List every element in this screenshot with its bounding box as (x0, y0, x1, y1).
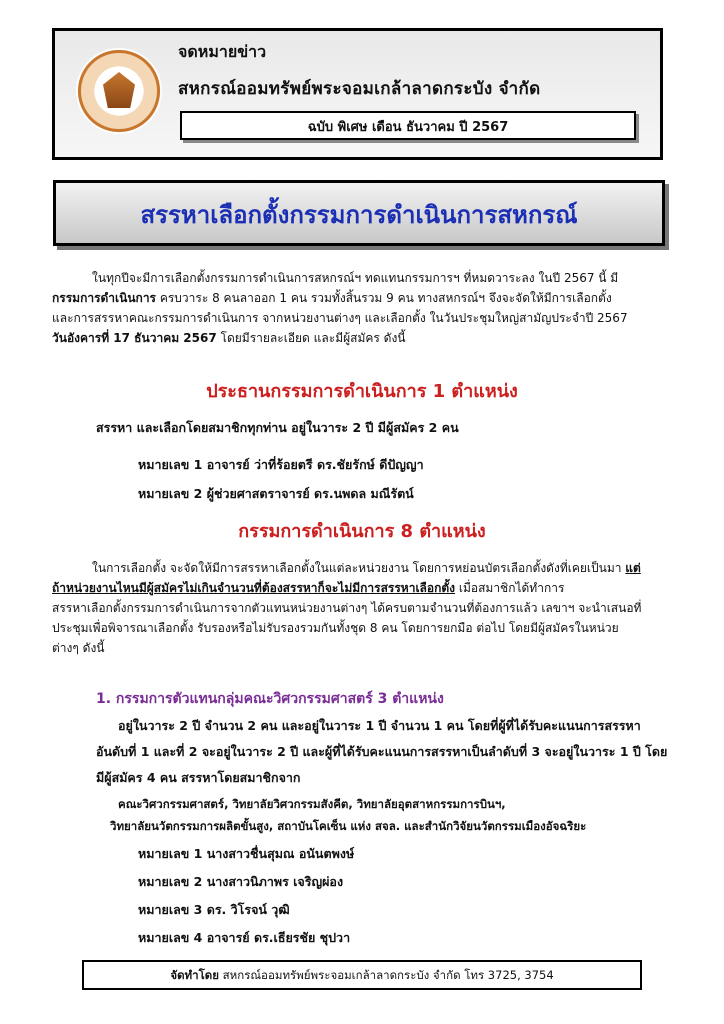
committee-line-3: สรรหาเลือกตั้งกรรมการดำเนินการจากตัวแทนหน่วยงานต่างๆ ได้ครบตามจำนวนที่ต้องการแล้ว เลขาฯ จะนำเสนอที่ (52, 601, 642, 615)
section-heading-committee: กรรมการดำเนินการ 8 ตำแหน่ง (238, 521, 486, 542)
group1-units-2: วิทยาลัยนวัตกรรมการผลิตขั้นสูง, สถาบันโคเซ็น แห่ง สจล. และสำนักวิจัยนวัตกรรมเมืองอัจฉริยะ (110, 819, 587, 833)
group1-desc-2: อันดับที่ 1 และที่ 2 จะอยู่ในวาระ 2 ปี และผู้ที่ได้รับคะแนนการสรรหาเป็นลำดับที่ 3 จะอยู่ในวาระ 1 ปี โดย (96, 744, 668, 759)
committee-line-5: ต่างๆ ดังนี้ (52, 641, 105, 655)
group1-candidate-4: หมายเลข 4 อาจารย์ ดร.เธียรชัย ชุปวา (138, 930, 351, 945)
group1-desc-3: มีผู้สมัคร 4 คน สรรหาโดยสมาชิกจาก (96, 770, 301, 785)
intro-line-3: และการสรรหาคณะกรรมการดำเนินการ จากหน่วยงานต่างๆ และเลือกตั้ง ในวันประชุมใหญ่สามัญประจำปี 2567 (52, 311, 628, 325)
committee-line-2: เมื่อสมาชิกได้ทำการ (455, 581, 565, 595)
intro-line-4: โดยมีรายละเอียด และมีผู้สมัคร ดังนี้ (216, 331, 406, 345)
committee-rule-emphasis: ถ้าหน่วยงานไหนมีผู้สมัครไม่เกินจำนวนที่ต้องสรรหาก็จะไม่มีการสรรหาเลือกตั้ง (52, 581, 456, 595)
section-heading-chairman: ประธานกรรมการดำเนินการ 1 ตำแหน่ง (206, 381, 518, 402)
organization-name: สหกรณ์ออมทรัพย์พระจอมเกล้าลาดกระบัง จำกัด (178, 79, 541, 99)
committee-line-4: ประชุมเพื่อพิจารณาเลือกตั้ง รับรองหรือไม่รับรองรวมกันทั้งชุด 8 คน โดยการยกมือ ต่อไป โดยมีผู้สมัครในหน่วย (52, 621, 619, 635)
intro-line-2: ครบวาระ 8 คนลาออก 1 คน รวมทั้งสิ้นรวม 9 คน ทางสหกรณ์ฯ จึงจะจัดให้มีการเลือกตั้ง (156, 291, 612, 305)
group1-candidate-2: หมายเลข 2 นางสาวนิภาพร เจริญผ่อง (138, 874, 344, 889)
footer-label: จัดทำโดย (170, 968, 219, 982)
chairman-candidate-2: หมายเลข 2 ผู้ช่วยศาสตราจารย์ ดร.นพดล มณีรัตน์ (138, 486, 414, 501)
issue-info: ฉบับ พิเศษ เดือน ธันวาคม ปี 2567 (307, 120, 509, 135)
group1-candidate-1: หมายเลข 1 นางสาวชื่นสุมณ อนันตพงษ์ (138, 846, 355, 861)
committee-line-1-emphasis: แต่ (625, 561, 641, 575)
group1-heading: 1. กรรมการตัวแทนกลุ่มคณะวิศวกรรมศาสตร์ 3 ตำแหน่ง (96, 691, 444, 707)
section1-description: สรรหา และเลือกโดยสมาชิกทุกท่าน อยู่ในวาระ 2 ปี มีผู้สมัคร 2 คน (96, 420, 459, 435)
intro-date: วันอังคารที่ 17 ธันวาคม 2567 (52, 331, 217, 345)
group1-desc-1: อยู่ในวาระ 2 ปี จำนวน 2 คน และอยู่ในวาระ 1 ปี จำนวน 1 คน โดยที่ผู้ที่ได้รับคะแนนการสรรหา (118, 718, 641, 733)
intro-bold-1: กรรมการดำเนินการ (52, 291, 157, 305)
committee-paragraph (52, 558, 676, 658)
chairman-candidate-1: หมายเลข 1 อาจารย์ ว่าที่ร้อยตรี ดร.ชัยรักษ์ ดีปัญญา (138, 457, 424, 472)
group1-candidate-3: หมายเลข 3 ดร. วิโรจน์ วุฒิ (138, 902, 290, 917)
intro-paragraph (52, 268, 676, 348)
page-title: สรรหาเลือกตั้งกรรมการดำเนินการสหกรณ์ (140, 201, 578, 229)
newsletter-label: จดหมายข่าว (178, 42, 267, 61)
group1-units-1: คณะวิศวกรรมศาสตร์, วิทยาลัยวิศวกรรมสังคีต, วิทยาลัยอุตสาหกรรมการบินฯ, (118, 797, 506, 811)
footer-text: สหกรณ์ออมทรัพย์พระจอมเกล้าลาดกระบัง จำกัด โทร 3725, 3754 (218, 968, 554, 982)
committee-line-1: ในการเลือกตั้ง จะจัดให้มีการสรรหาเลือกตั้งในแต่ละหน่วยงาน โดยการหย่อนบัตรเลือกตั้งดังที่เคยเป็นมา (92, 561, 626, 575)
footer-credit (82, 967, 642, 985)
intro-line-1: ในทุกปีจะมีการเลือกตั้งกรรมการดำเนินการสหกรณ์ฯ ทดแทนกรรมการฯ ที่หมดวาระลง ในปี 2567 นี้ มี (92, 271, 619, 285)
